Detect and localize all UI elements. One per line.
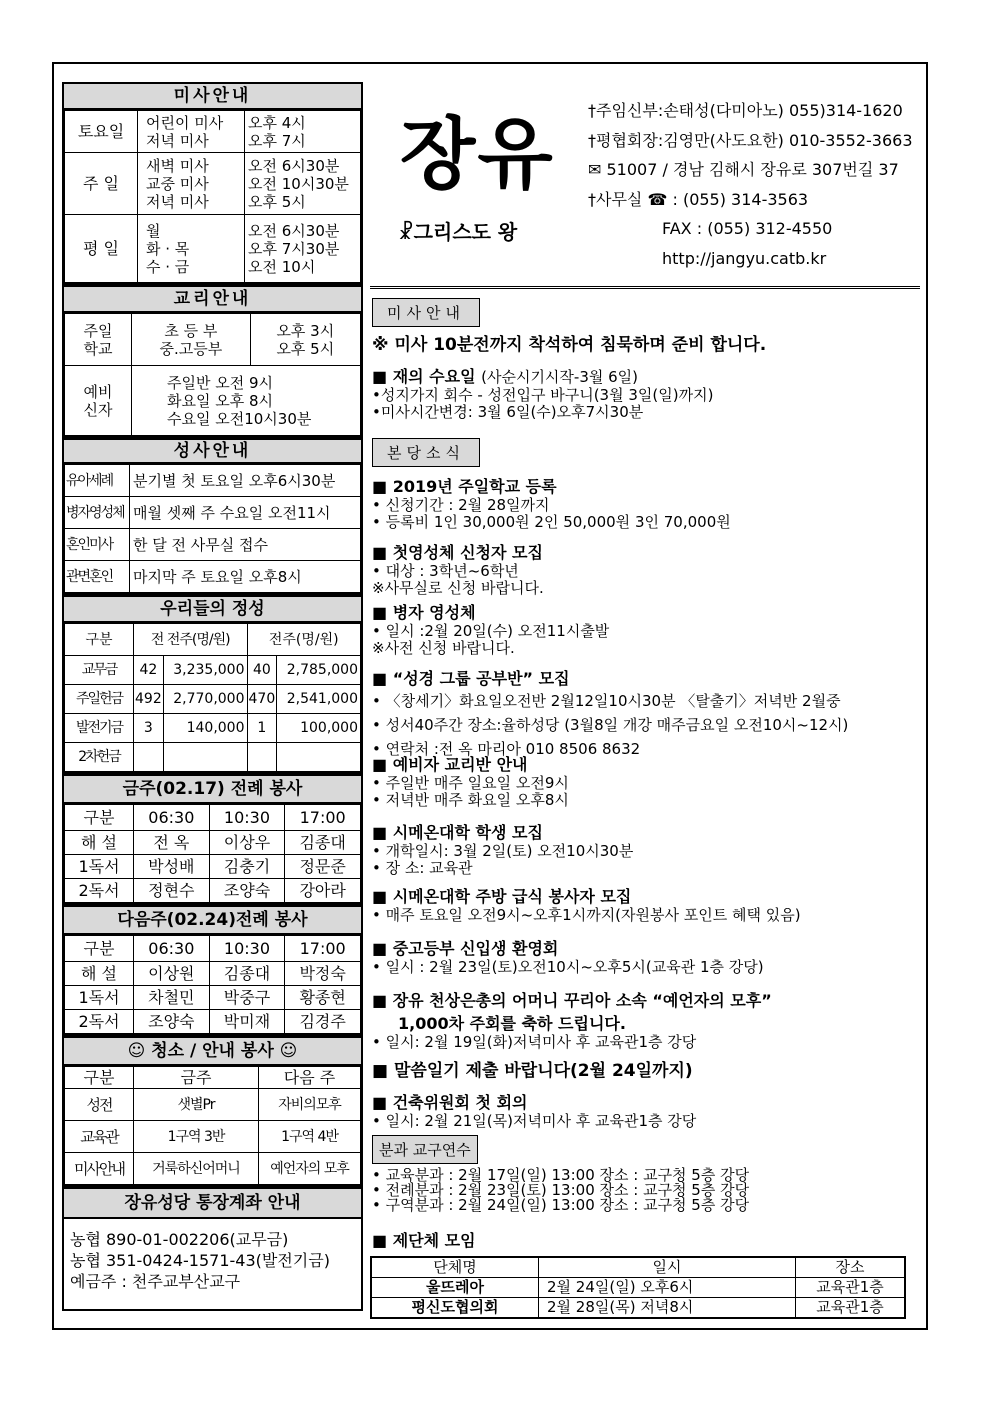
cleaning-header: 구분 [65,1067,134,1089]
groups-row [371,1298,905,1319]
service-header-row [65,805,361,831]
notice-item [372,1056,917,1081]
notice-item [372,988,917,1051]
notice-heading: ■ 시메온대학 주방 급식 봉사자 모집 [372,887,632,906]
mass-notice: ※ 미사 10분전까지 착석하여 침묵하며 준비 합니다. [372,335,767,355]
notice-item [372,666,917,761]
offering-amount: 2,785,000 [277,656,361,685]
cleaning-row [65,1089,361,1121]
offering-count: 492 [134,685,164,714]
mass-times: 오전 6시30분 오전 10시30분 오후 5시 [245,153,361,215]
notice-heading: ■ 첫영성체 신청자 모집 [372,543,543,562]
offerings-header: 구분 [65,624,134,656]
service-header: 10:30 [209,805,285,831]
service-header: 구분 [65,805,134,831]
service-row [65,1010,361,1034]
service-cell: 해 설 [65,831,134,855]
sacrament-name: 유아세례 [65,465,130,497]
service-cell: 2독서 [65,1010,134,1034]
service-cell: 조양숙 [209,879,285,903]
offerings-row [65,714,361,743]
service-cell: 1독서 [65,986,134,1010]
notice-heading: ■ 건축위원회 첫 회의 [372,1093,528,1112]
mass-day: 토요일 [65,111,138,153]
mass-row [65,111,361,153]
service-cell: 김종대 [285,831,361,855]
service-row [65,879,361,903]
sacrament-time: 마지막 주 토요일 오후8시 [130,561,361,593]
cleaning-header-row [65,1067,361,1089]
service-cell: 박성배 [134,855,210,879]
page-title: 장유 [400,109,555,200]
mass-names: 어린이 미사 저녁 미사 [138,111,245,153]
mass-names: 새벽 미사 교중 미사 저녁 미사 [138,153,245,215]
service-cell: 박정숙 [285,962,361,986]
notice-line: • 등록비 1인 30,000원 2인 50,000원 3인 70,000원 [372,513,731,531]
service-cell: 해 설 [65,962,134,986]
mass-day: 평 일 [65,215,138,283]
mass-times: 오전 6시30분 오후 7시30분 오전 10시 [245,215,361,283]
notice-heading: ■ 중고등부 신입생 환영회 [372,939,559,958]
service-cell: 박중구 [209,986,285,1010]
groups-row [371,1278,905,1298]
service-cell: 이상원 [134,962,210,986]
service-header: 구분 [65,936,134,962]
mass-table [62,110,363,285]
notice-heading: ■ 시메온대학 학생 모집 [372,823,543,842]
notice-line: • 주일반 매주 일요일 오전9시 [372,774,569,792]
account-info: 농협 890-01-002206(교무금) 농협 351-0424-1571-43(발전기금) 예금주 : 천주교부산교구 [62,1219,363,1311]
service-cell: 김경주 [285,1010,361,1034]
sacrament-time: 분기별 첫 토요일 오후6시30분 [130,465,361,497]
sacraments-table [62,464,363,595]
mass-names: 월 화 · 목 수 · 금 [138,215,245,283]
notice-line: ※사전 신청 바랍니다. [372,639,515,657]
notice-heading: ■ 병자 영성체 [372,603,476,622]
sacrament-time: 한 달 전 사무실 접수 [130,529,361,561]
groups-header: 장소 [796,1257,906,1278]
notice-line: • 대상 : 3학년~6학년 [372,562,519,580]
sacrament-time: 매월 셋째 주 수요일 오전11시 [130,497,361,529]
offerings-table [62,623,363,774]
notice-line: • 성서40주간 장소:율하성당 (3월8일 개강 매주금요일 오전10시~12시) [372,716,849,734]
offering-amount: 2,541,000 [277,685,361,714]
cleaning-heading: ☺ 청소 / 안내 봉사 ☺ [62,1036,363,1066]
notice-line: • 장 소: 교육관 [372,859,473,877]
offering-count: 42 [134,656,164,685]
notice-line: • 매주 토요일 오전9시~오후1시까지(자원봉사 포인트 혜택 있음) [372,906,801,924]
service-cell: 차철민 [134,986,210,1010]
sacrament-row [65,529,361,561]
sacrament-row [65,465,361,497]
cleaning-row [65,1153,361,1185]
notice-line: • 일시: 2월 19일(화)저녁미사 후 교육관1층 강당 [372,1033,697,1051]
service-cell: 강아라 [285,879,361,903]
group-place: 교육관1층 [796,1298,906,1319]
notice-line: • 〈창세기〉화요일오전반 2월12일10시30분 〈탈출기〉저녁반 2월중 [372,692,841,710]
offering-amount: 3,235,000 [163,656,247,685]
offering-type: 주일헌금 [65,685,134,714]
left-column [62,82,363,1311]
sacrament-row [65,561,361,593]
notice-line: • 연락처 :전 옥 마리아 010 8506 8632 [372,740,641,758]
mass-heading: 미사안내 [62,82,363,110]
service-cell: 2독서 [65,879,134,903]
service-row [65,986,361,1010]
notice-line: • 신청기간 : 2월 28일까지 [372,496,550,514]
group-place: 교육관1층 [796,1278,906,1298]
notice-item [372,936,917,976]
cleaning-next: 1구역 4반 [259,1121,361,1153]
service-cell: 김충기 [209,855,285,879]
cleaning-area: 성전 [65,1089,134,1121]
offering-count: 470 [247,685,277,714]
ash-wednesday: ■ 재의 수요일 (사순시기시작-3월 6일) •성지가지 회수 - 성전입구 바구니(3월 3일(일)까지) •미사시간변경: 3월 6일(수)오후7시30분 [372,367,714,421]
service-cell: 김종대 [209,962,285,986]
cleaning-this: 거룩하신어머니 [134,1153,259,1185]
service-cell: 전 옥 [134,831,210,855]
service-header-row [65,936,361,962]
group-time: 2월 24일(일) 오후6시 [539,1278,796,1298]
cleaning-area: 미사안내 [65,1153,134,1185]
sunday-school-label: 주일 학교 [65,314,132,366]
service-cell: 이상우 [209,831,285,855]
notice-heading-2: 1,000차 주회를 축하 드립니다. [398,1014,626,1033]
offerings-row [65,685,361,714]
notice-line: • 일시: 2월 21일(목)저녁미사 후 교육관1층 강당 [372,1112,697,1130]
cleaning-this: 1구역 3반 [134,1121,259,1153]
notice-item [372,474,917,531]
doctrine-heading: 교리안내 [62,285,363,313]
mass-times: 오후 4시 오후 7시 [245,111,361,153]
offering-amount: 100,000 [277,714,361,743]
cleaning-this: 샛별Pr [134,1089,259,1121]
service-header: 06:30 [134,936,210,962]
offerings-row [65,743,361,772]
notice-line: • 개학일시: 3월 2일(토) 오전10시30분 [372,842,634,860]
service-row [65,855,361,879]
notice-line: • 일시 :2월 20일(수) 오전11시출발 [372,622,610,640]
offering-type: 교무금 [65,656,134,685]
groups-header-row [371,1257,905,1278]
offering-count: 1 [247,714,277,743]
district-training: • 교육분과 : 2월 17일(일) 13:00 장소 : 교구청 5층 강당 • 전례분과 : 2월 23일(토) 13:00 장소 : 교구청 5층 강당 • 구역분과 : 2월 24일(일) 13:00 장소 : 교구청 5층 강당 [372,1166,750,1214]
mass-row [65,215,361,283]
account-heading: 장유성당 통장계좌 안내 [62,1187,363,1219]
notice-heading: ■ “성경 그룹 공부반” 모집 [372,669,570,688]
tag-mass: 미사안내 [372,298,480,327]
notice-heading: ■ 장유 천상은총의 어머니 꾸리아 소속 “예언자의 모후” [372,991,772,1010]
service-header: 17:00 [285,805,361,831]
offerings-header: 전 전주(명/원) [134,624,248,656]
offerings-heading: 우리들의 정성 [62,595,363,623]
doctrine-table: 주일 학교 초 등 부 중.고등부 오후 3시 오후 5시 예비 신자 주일반 오전 9시 화요일 오후 8시 수요일 오전10시30분 [62,313,363,438]
service-header: 10:30 [209,936,285,962]
sacrament-name: 혼인미사 [65,529,130,561]
notice-item [372,1090,917,1130]
catechumen-label: 예비 신자 [65,366,132,436]
notice-item [372,752,917,809]
mass-day: 주 일 [65,153,138,215]
service-cell: 조양숙 [134,1010,210,1034]
page-subtitle: ☧그리스도 왕 [398,220,518,244]
notice-heading: ■ 예비자 교리반 안내 [372,755,528,774]
website-link[interactable]: http://jangyu.catb.kr [662,248,827,268]
sacrament-row [65,497,361,529]
offerings-header: 전주(명/원) [247,624,361,656]
group-name: 울뜨레아 [371,1278,539,1298]
sacrament-name: 병자영성체 [65,497,130,529]
tag-district: 분과 교구연수 [372,1135,478,1164]
cleaning-header: 금주 [134,1067,259,1089]
notice-heading: ■ 2019년 주일학교 등록 [372,477,557,496]
notice-item [372,820,917,877]
notice-item [372,540,917,597]
notice-line: • 일시 : 2월 23일(토)오전10시~오후5시(교육관 1층 강당) [372,958,764,976]
offering-type: 발전기금 [65,714,134,743]
groups-header: 단체명 [371,1257,539,1278]
service-header: 06:30 [134,805,210,831]
service-cell: 1독서 [65,855,134,879]
offering-amount: 2,770,000 [163,685,247,714]
cleaning-area: 교육관 [65,1121,134,1153]
notice-line: ※사무실로 신청 바랍니다. [372,579,544,597]
service-cell: 황종현 [285,986,361,1010]
notice-item [372,600,917,657]
offering-count: 40 [247,656,277,685]
service-next-heading: 다음주(02.24)전례 봉사 [62,905,363,935]
cleaning-row [65,1121,361,1153]
service-cell: 정현수 [134,879,210,903]
cleaning-header: 다음 주 [259,1067,361,1089]
groups-header: 일시 [539,1257,796,1278]
service-cell: 박미재 [209,1010,285,1034]
service-row [65,831,361,855]
service-this-heading: 금주(02.17) 전례 봉사 [62,774,363,804]
offering-count [247,743,277,772]
cleaning-next: 자비의모후 [259,1089,361,1121]
catechumen-times: 주일반 오전 9시 화요일 오후 8시 수요일 오전10시30분 [132,366,361,436]
offering-type: 2차헌금 [65,743,134,772]
sacraments-heading: 성사안내 [62,438,363,464]
offering-amount [277,743,361,772]
offerings-row [65,656,361,685]
cleaning-next: 예언자의 모후 [259,1153,361,1185]
notice-item [372,884,917,924]
service-row [65,962,361,986]
sacrament-name: 관면혼인 [65,561,130,593]
offering-count: 3 [134,714,164,743]
mass-row [65,153,361,215]
header-divider [370,286,920,289]
offering-amount [163,743,247,772]
tag-news: 본당소식 [372,438,480,467]
notice-line: • 저녁반 매주 화요일 오후8시 [372,791,569,809]
offering-count [134,743,164,772]
service-header: 17:00 [285,936,361,962]
groups-heading: ■ 제단체 모임 [372,1231,476,1250]
groups-table [370,1256,906,1319]
offerings-header-row [65,624,361,656]
contact-info: †주임신부:손태성(다미아노) 055)314-1620 †평협회장:김영만(사도요한) 010-3552-3663 ✉ 51007 / 경남 김해시 장유로 307번길 37 †사무실 ☎ : (055) 314-3563 FAX : (055) 312-4550 http://jangyu.catb.kr [588,96,913,273]
offering-amount: 140,000 [163,714,247,743]
notice-heading: ■ 말씀일기 제출 바랍니다(2월 24일까지) [372,1061,693,1081]
group-time: 2월 28일(목) 저녁8시 [539,1298,796,1319]
service-cell: 정문준 [285,855,361,879]
group-name: 평신도협의회 [371,1298,539,1319]
